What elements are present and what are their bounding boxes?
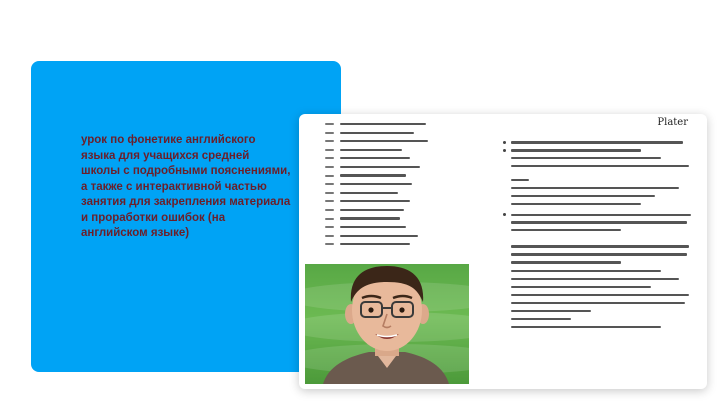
list-number-mark <box>325 226 334 228</box>
document-list-row <box>325 189 475 197</box>
document-list-row <box>325 215 475 223</box>
bullet-icon <box>503 141 506 144</box>
document-list-row <box>325 120 475 128</box>
list-text-line <box>340 157 410 159</box>
list-number-mark <box>325 183 334 185</box>
list-text-line <box>340 149 402 151</box>
list-text-line <box>340 209 404 211</box>
list-text-line <box>340 235 418 237</box>
list-number-mark <box>325 132 334 134</box>
document-section-3 <box>503 213 698 231</box>
list-text-line <box>340 226 406 228</box>
list-text-line <box>340 132 414 134</box>
bullet-icon <box>503 149 506 152</box>
document-preview <box>299 114 707 389</box>
list-text-line <box>340 140 428 142</box>
list-number-mark <box>325 175 334 177</box>
list-text-line <box>340 243 410 245</box>
document-list-row <box>325 129 475 137</box>
document-section-1 <box>503 141 698 167</box>
document-list-row <box>325 197 475 205</box>
document-list-row <box>325 163 475 171</box>
document-section-5 <box>503 270 698 288</box>
bullet-icon <box>503 213 506 216</box>
list-text-line <box>340 192 398 194</box>
list-number-mark <box>325 218 334 220</box>
list-number-mark <box>325 209 334 211</box>
document-list-row <box>325 240 475 248</box>
document-list-row <box>325 180 475 188</box>
list-number-mark <box>325 123 334 125</box>
document-right-column <box>503 114 698 334</box>
document-numbered-list <box>325 120 475 249</box>
list-text-line <box>340 217 400 219</box>
list-text-line <box>340 166 420 168</box>
list-number-mark <box>325 140 334 142</box>
blue-card <box>31 61 341 372</box>
document-section-6 <box>503 294 698 328</box>
document-section-2 <box>503 179 698 205</box>
document-list-row <box>325 154 475 162</box>
document-section-4 <box>503 245 698 263</box>
list-number-mark <box>325 200 334 202</box>
document-list-row <box>325 232 475 240</box>
document-list-row <box>325 223 475 231</box>
list-text-line <box>340 200 410 202</box>
list-number-mark <box>325 166 334 168</box>
list-text-line <box>340 123 426 125</box>
presenter-video[interactable] <box>305 264 469 384</box>
list-number-mark <box>325 157 334 159</box>
card-description: урок по фонетике английского языка для учащихся средней школы с подробными пояснениями, а также с интерактивной частью занятия для закрепления материала и проработки ошибок (на английском языке) <box>81 134 291 239</box>
list-text-line <box>340 174 406 176</box>
document-list-row <box>325 172 475 180</box>
presenter-avatar-icon <box>305 264 469 384</box>
list-number-mark <box>325 235 334 237</box>
document-list-row <box>325 206 475 214</box>
document-heading: Plater <box>657 117 688 128</box>
list-number-mark <box>325 243 334 245</box>
document-list-row <box>325 137 475 145</box>
list-number-mark <box>325 149 334 151</box>
list-text-line <box>340 183 412 185</box>
list-number-mark <box>325 192 334 194</box>
document-list-row <box>325 146 475 154</box>
